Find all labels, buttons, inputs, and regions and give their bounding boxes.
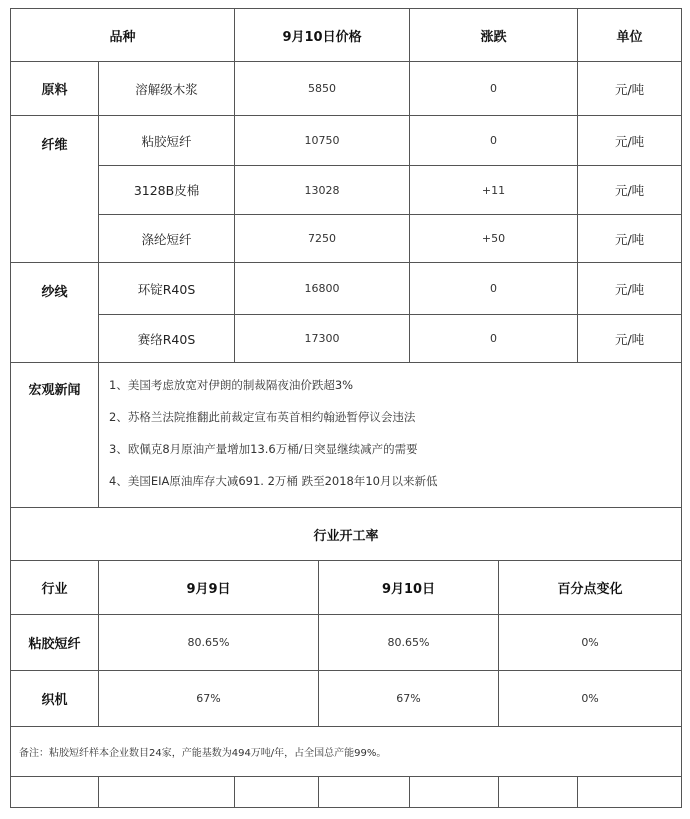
empty-cell — [499, 777, 578, 808]
price-row — [11, 315, 682, 363]
variety-name: 3128B皮棉 — [99, 166, 235, 215]
empty-cell — [99, 777, 235, 808]
unit-value: 元/吨 — [578, 166, 682, 215]
price-row — [11, 215, 682, 263]
operating-rate-row — [11, 671, 682, 727]
empty-cell — [235, 777, 319, 808]
industry-name: 粘胶短纤 — [11, 615, 99, 671]
news-item: 1、美国考虑放宽对伊朗的制裁隔夜油价跌超3% — [109, 378, 354, 392]
macro-news-label: 宏观新闻 — [11, 363, 99, 508]
unit-value: 元/吨 — [578, 315, 682, 363]
news-item: 2、苏格兰法院推翻此前裁定宣布英首相约翰逊暂停议会违法 — [109, 410, 416, 424]
unit-value: 元/吨 — [578, 62, 682, 116]
sep10-value: 80.65% — [319, 615, 499, 671]
unit-value: 元/吨 — [578, 263, 682, 315]
change-value: +11 — [410, 166, 578, 215]
operating-rate-header-row — [11, 561, 682, 615]
industry-header: 行业 — [11, 561, 99, 615]
price-value: 10750 — [235, 116, 410, 166]
change-value: 0 — [410, 263, 578, 315]
category-cell: 原料 — [11, 62, 99, 116]
footnote: 备注：粘胶短纤样本企业数目24家，产能基数为494万吨/年，占全国总产能99%。 — [11, 727, 682, 777]
price-value: 13028 — [235, 166, 410, 215]
price-row — [11, 62, 682, 116]
sep10-header: 9月10日 — [319, 561, 499, 615]
market-report-table — [10, 8, 682, 808]
operating-rate-title-row — [11, 508, 682, 561]
unit-header: 单位 — [578, 9, 682, 62]
variety-name: 赛络R40S — [99, 315, 235, 363]
pct-change-value: 0% — [499, 615, 682, 671]
macro-news-row — [11, 363, 682, 508]
empty-row — [11, 777, 682, 808]
footnote-row — [11, 727, 682, 777]
price-header-row — [11, 9, 682, 62]
operating-rate-title: 行业开工率 — [11, 508, 682, 561]
sep9-header: 9月9日 — [99, 561, 319, 615]
price-row — [11, 166, 682, 215]
variety-name: 溶解级木浆 — [99, 62, 235, 116]
category-cell: 纤维 — [11, 116, 99, 263]
empty-cell — [410, 777, 499, 808]
operating-rate-row — [11, 615, 682, 671]
macro-news-list — [99, 363, 682, 508]
sep9-value: 67% — [99, 671, 319, 727]
industry-name: 织机 — [11, 671, 99, 727]
change-value: 0 — [410, 315, 578, 363]
price-row — [11, 116, 682, 166]
variety-name: 粘胶短纤 — [99, 116, 235, 166]
news-item: 4、美国EIA原油库存大减691. 2万桶 跌至2018年10月以来新低 — [109, 474, 438, 488]
empty-cell — [319, 777, 410, 808]
unit-value: 元/吨 — [578, 215, 682, 263]
sep10-value: 67% — [319, 671, 499, 727]
variety-name: 环锭R40S — [99, 263, 235, 315]
change-value: 0 — [410, 62, 578, 116]
change-value: 0 — [410, 116, 578, 166]
variety-header: 品种 — [11, 9, 235, 62]
price-value: 16800 — [235, 263, 410, 315]
price-row — [11, 263, 682, 315]
sep9-value: 80.65% — [99, 615, 319, 671]
empty-cell — [578, 777, 682, 808]
pct-change-header: 百分点变化 — [499, 561, 682, 615]
price-value: 17300 — [235, 315, 410, 363]
unit-value: 元/吨 — [578, 116, 682, 166]
price-value: 7250 — [235, 215, 410, 263]
empty-cell — [11, 777, 99, 808]
price-value: 5850 — [235, 62, 410, 116]
category-cell: 纱线 — [11, 263, 99, 363]
change-value: +50 — [410, 215, 578, 263]
change-header: 涨跌 — [410, 9, 578, 62]
pct-change-value: 0% — [499, 671, 682, 727]
price-header: 9月10日价格 — [235, 9, 410, 62]
news-item: 3、欧佩克8月原油产量增加13.6万桶/日突显继续减产的需要 — [109, 442, 418, 456]
variety-name: 涤纶短纤 — [99, 215, 235, 263]
